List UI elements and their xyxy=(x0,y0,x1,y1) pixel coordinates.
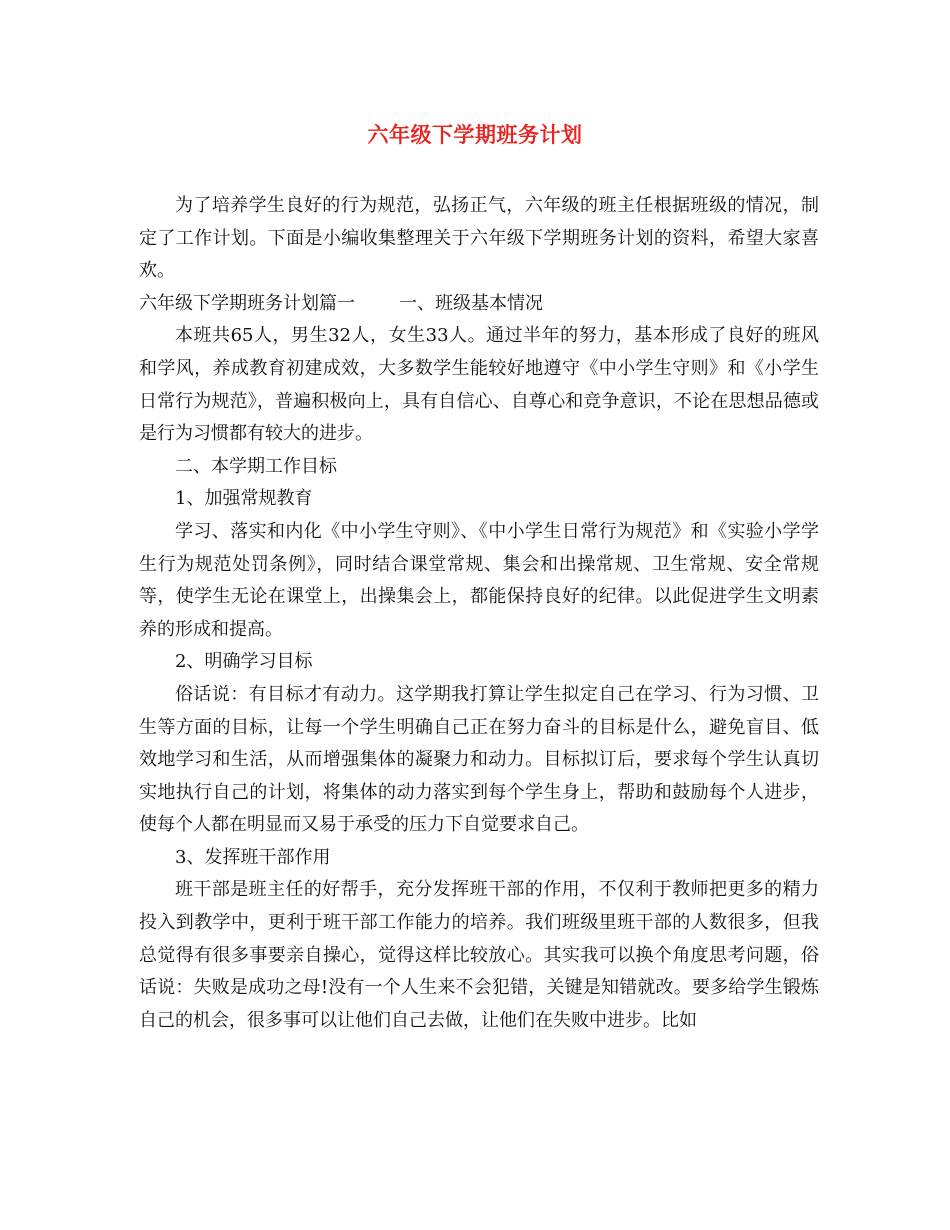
goal1-paragraph: 学习、落实和内化《中小学生守则》、《中小学生日常行为规范》和《实验小学学生行为规范处罚条例》，同时结合课堂常规、集会和出操常规、卫生常规、安全常规等，使学生无论在课堂上，出操集会上，都能保持良好的纪律。以此促进学生文明素养的形成和提高。 xyxy=(139,520,819,640)
section2-heading: 二、本学期工作目标 xyxy=(175,455,337,477)
intro-paragraph: 为了培养学生良好的行为规范，弘扬正气，六年级的班主任根据班级的情况，制定了工作计划。下面是小编收集整理关于六年级下学期班务计划的资料，希望大家喜欢。 xyxy=(139,195,819,282)
document-title: 六年级下学期班务计划 xyxy=(367,122,583,147)
goal3-heading: 3、发挥班干部作用 xyxy=(175,846,331,868)
part-heading-line xyxy=(139,288,819,321)
section1-heading: 一、班级基本情况 xyxy=(399,292,543,314)
goal2-paragraph: 俗话说：有目标才有动力。这学期我打算让学生拟定自己在学习、行为习惯、卫生等方面的目标，让每一个学生明确自己正在努力奋斗的目标是什么，避免盲目、低效地学习和生活，从而增强集体的凝聚力和动力。目标拟订后，要求每个学生认真切实地执行自己的计划，将集体的动力落实到每个学生身上，帮助和鼓励每个人进步，使每个人都在明显而又易于承受的压力下自觉要求自己。 xyxy=(139,683,819,836)
document-body xyxy=(139,190,819,1037)
goal3-paragraph: 班干部是班主任的好帮手，充分发挥班干部的作用，不仅利于教师把更多的精力投入到教学中，更利于班干部工作能力的培养。我们班级里班干部的人数很多，但我总觉得有很多事要亲自操心，觉得这样比较放心。其实我可以换个角度思考问题，俗话说：失败是成功之母!没有一个人生来不会犯错，关键是知错就改。要多给学生锻炼自己的机会，很多事可以让他们自己去做，让他们在失败中进步。比如 xyxy=(139,879,819,1031)
goal2-heading: 2、明确学习目标 xyxy=(175,651,313,673)
part-label: 六年级下学期班务计划篇一 xyxy=(139,292,355,314)
goal1-heading: 1、加强常规教育 xyxy=(175,488,313,510)
section1-paragraph: 本班共65人，男生32人，女生33人。通过半年的努力，基本形成了良好的班风和学风，养成教育初建成效，大多数学生能较好地遵守《中小学生守则》和《小学生日常行为规范》，普遍积极向上，具有自信心、自尊心和竞争意识，不论在思想品德或是行为习惯都有较大的进步。 xyxy=(139,325,819,445)
